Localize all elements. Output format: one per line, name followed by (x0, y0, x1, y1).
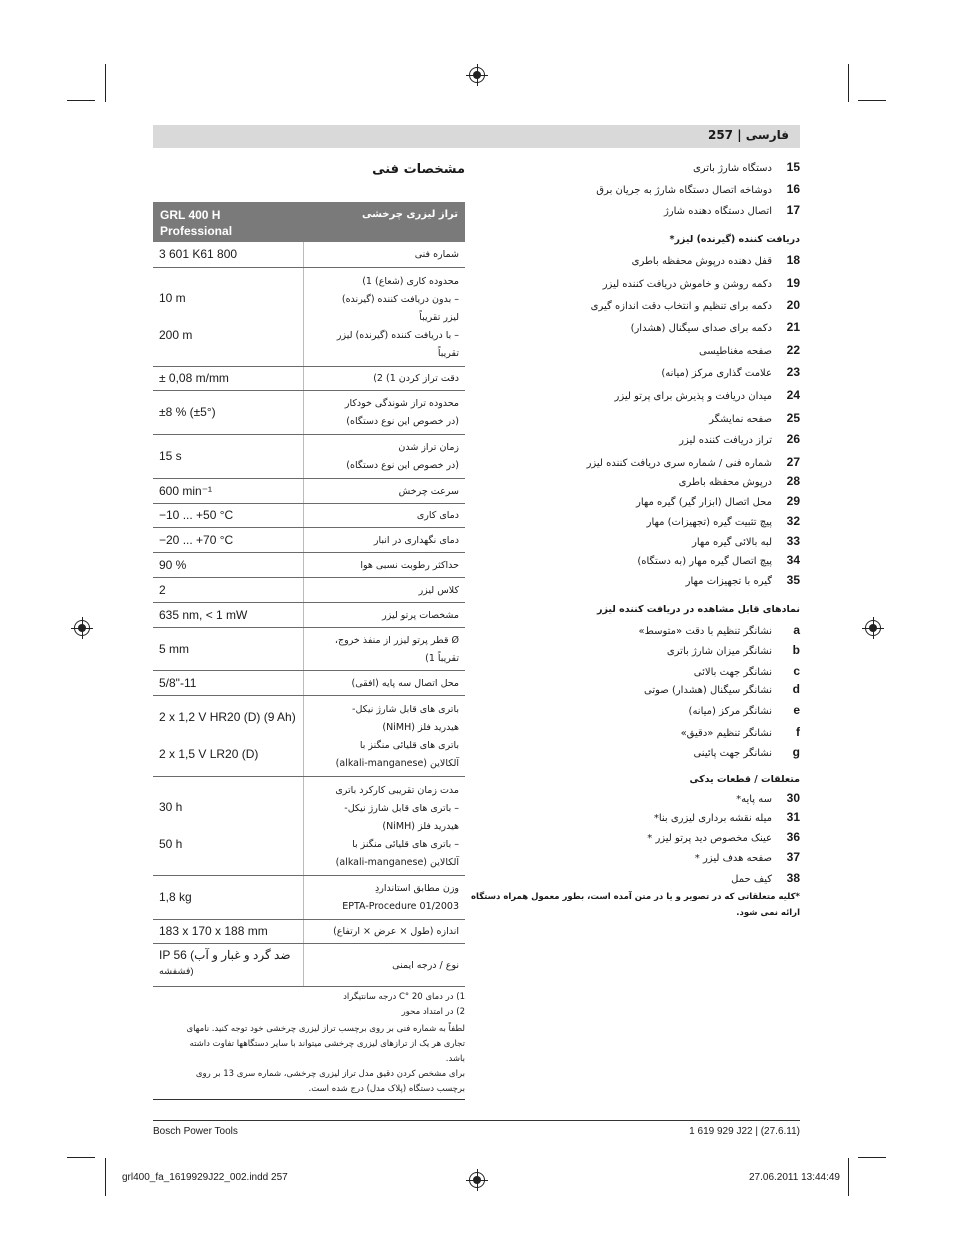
spec-label: لیزر تقریباً (419, 311, 459, 323)
list-item (693, 160, 800, 174)
column-separator (303, 479, 304, 503)
list-item (679, 474, 800, 488)
spec-label: (در خصوص این نوع دستگاه) (346, 416, 459, 427)
spec-label: دمای نگهداری در انبار (373, 534, 459, 546)
spec-row (153, 603, 465, 628)
spec-label: تقریباً 1) (425, 652, 459, 664)
crop-mark (105, 64, 106, 102)
spec-value: −10 ... +50 °C (159, 508, 234, 522)
item-text: دستگاه شارژ باتری (692, 163, 772, 174)
table-note-line: لطفاً به شماره فنی بر روی برچسب تراز لیزری چرخشی خود توجه کنید. نامهای (186, 1024, 465, 1034)
item-text: نشانگر جهت پائینی (693, 748, 772, 759)
item-text: شماره فنی / شماره سری دریافت کننده لیزر (586, 458, 772, 469)
spec-label: – باتری های قابل شارژ نیکل- (344, 802, 459, 814)
table-note-line: 2) در امتداد محور (401, 1007, 465, 1017)
item-text: علامت گذاری مرکز (میانه) (661, 368, 772, 379)
spec-value: 30 h (159, 800, 183, 814)
crop-mark (67, 100, 95, 101)
item-number: 24 (786, 388, 800, 402)
list-item (686, 573, 800, 587)
column-separator (303, 578, 304, 602)
item-number: d (792, 682, 800, 696)
spec-value: 15 s (159, 449, 182, 463)
spec-row (153, 504, 465, 528)
item-number: 35 (786, 573, 800, 587)
item-number: 23 (786, 365, 800, 379)
list-item (603, 276, 800, 290)
column-separator (303, 391, 304, 434)
spec-row (153, 268, 465, 367)
list-item (661, 365, 800, 379)
item-text: دکمه روشن و خاموش دریافت کننده لیزر (602, 279, 772, 290)
list-item (587, 455, 800, 469)
list-item (631, 320, 800, 334)
item-text: نشانگر میزان شارژ باتری (666, 646, 772, 657)
item-text: صفحه هدف لیزر * (694, 853, 772, 864)
spec-value: 1,8 kg (159, 890, 192, 904)
list-item (647, 830, 800, 844)
item-text: نشانگر مرکز (میانه) (688, 706, 772, 717)
item-text: نشانگر سیگنال (هشدار) صوتی (644, 685, 772, 696)
spec-row (153, 876, 465, 920)
spec-label: شماره فنی (414, 249, 459, 260)
item-number: c (793, 664, 800, 678)
spec-value: 2 x 1,2 V HR20 (D) (9 Ah) (159, 710, 296, 724)
spec-value: ± 0,08 m/mm (159, 371, 229, 385)
tool-kind: تراز لیزری چرخشی (361, 209, 458, 220)
spec-row (153, 367, 465, 391)
list-item (664, 203, 800, 217)
list-item (692, 534, 800, 548)
spec-label: محدوده تراز شوندگی خودکار (344, 398, 459, 409)
spec-label: محل اتصال سه پایه (افقی) (351, 677, 459, 689)
column-separator (303, 876, 304, 919)
spec-value: فشفشه) (159, 966, 194, 977)
spec-value: 5/8"-11 (159, 675, 197, 690)
column-separator (303, 944, 304, 986)
item-text: درپوش محفظه باطری (678, 477, 772, 488)
item-text: پیچ اتصال گیره مهار (به دستگاه) (637, 556, 772, 567)
item-text: نشانگر تنظیم با دقت «متوسط» (638, 626, 772, 637)
table-note-line: 1) در دمای 20 °C درجه سانتیگراد (343, 992, 465, 1002)
column-separator (303, 628, 304, 670)
spec-row (153, 944, 465, 987)
column-separator (303, 553, 304, 577)
item-number: 33 (786, 534, 800, 548)
spec-label: باتری های قابل شارژ نیکل- (352, 703, 459, 715)
list-item (681, 725, 800, 739)
list-item (615, 388, 800, 402)
spec-value: 600 min⁻¹ (159, 483, 213, 498)
spec-label: – با دریافت کننده (گیرنده) لیزر (336, 329, 459, 341)
item-number: 32 (786, 514, 800, 528)
page-header-title: فارسی | 257 (707, 128, 789, 142)
spec-label: باتری های قلیائی منگنز با (359, 739, 459, 751)
column-separator (303, 528, 304, 552)
item-text: تراز دریافت کننده لیزر (679, 435, 772, 446)
item-number: 19 (786, 276, 800, 290)
crop-mark (105, 1158, 106, 1196)
item-number: 36 (786, 830, 800, 844)
section-heading: دریافت کننده (گیرنده) لیزر* (669, 234, 800, 245)
item-number: e (793, 703, 800, 717)
item-text: دکمه برای صدای سیگنال (هشدار) (630, 323, 772, 334)
item-number: 28 (786, 474, 800, 488)
item-text: دوشاخه اتصال دستگاه شارژ به جریان برق (596, 185, 772, 196)
registration-mark-icon (74, 620, 90, 636)
footer-doc-number: 1 619 929 J22 | (27.6.11) (689, 1126, 800, 1137)
spec-label: مشخصات پرتو لیزر (382, 609, 459, 621)
item-text: عینک مخصوص دید پرتو لیزر * (647, 833, 772, 844)
list-item (731, 871, 800, 885)
table-note-line: باشد. (445, 1054, 465, 1064)
item-text: دکمه برای تنظیم و انتخاب دقت اندازه گیری (590, 301, 772, 312)
crop-mark (858, 1157, 886, 1158)
spec-label: هیدرید فلز (NiMH) (382, 820, 459, 832)
spec-value: IP 56 (ضد گرد و غبار و آب (159, 948, 291, 962)
spec-row (153, 696, 465, 777)
spec-label: آلکالاین (alkali-manganese) (335, 757, 459, 769)
crop-mark (848, 64, 849, 102)
footer-rule (153, 1120, 800, 1121)
item-number: b (792, 643, 800, 657)
item-text: کیف حمل (731, 874, 772, 885)
spec-value: 5 mm (159, 641, 189, 656)
spec-label: محدوده کاری (شعاع) 1) (362, 275, 459, 287)
list-item (679, 432, 800, 446)
spec-label: – بدون دریافت کننده (گیرنده) (341, 293, 459, 305)
item-number: 21 (786, 320, 800, 334)
spec-label: دمای کاری (416, 510, 459, 521)
list-item (667, 643, 800, 657)
list-item (693, 745, 800, 759)
list-item (654, 810, 800, 824)
spec-label: دقت تراز کردن 1) 2) (373, 373, 459, 384)
list-item (736, 791, 800, 805)
spec-label: آلکالاین (alkali-manganese) (335, 856, 459, 868)
item-text: پیچ تثبیت گیره (تجهیزات) مهار (646, 517, 772, 528)
spec-label: EPTA-Procedure 01/2003 (342, 901, 459, 912)
item-number: 18 (786, 253, 800, 267)
spec-value: 2 (159, 582, 166, 597)
spec-label: اندازه (طول × عرض × ارتفاع) (333, 926, 459, 937)
specs-title: مشخصات فنی (372, 162, 465, 177)
item-number: 37 (786, 850, 800, 864)
spec-label: تقریباً (437, 347, 459, 359)
item-number: 26 (786, 432, 800, 446)
spec-label: (در خصوص این نوع دستگاه) (346, 460, 459, 471)
crop-mark (848, 1158, 849, 1196)
item-text: نشانگر تنظیم «دقیق» (680, 728, 772, 739)
spec-value: 90 % (159, 557, 187, 572)
list-item (694, 664, 800, 678)
spec-value: −20 ... +70 °C (159, 532, 234, 547)
spec-row (153, 553, 465, 578)
registration-mark-icon (469, 67, 485, 83)
item-number: 25 (786, 411, 800, 425)
spec-value: 50 h (159, 837, 183, 851)
spec-label: نوع / درجه ایمنی (392, 959, 459, 971)
column-separator (303, 603, 304, 627)
column-separator (303, 696, 304, 776)
list-item (637, 553, 800, 567)
list-item (644, 682, 800, 696)
notes-rule (153, 1099, 465, 1100)
list-item (632, 253, 800, 267)
table-note-line: برچسب دستگاه (پلاک مدل) درج شده است. (308, 1084, 465, 1094)
column-separator (303, 920, 304, 943)
column-separator (303, 671, 304, 695)
list-item (636, 494, 800, 508)
item-number: f (796, 725, 800, 739)
item-text: نشانگر جهت بالائی (693, 667, 772, 678)
spec-row (153, 671, 465, 696)
spec-row (153, 628, 465, 671)
item-text: محل اتصال (ابزار گیر) گیره مهار (636, 497, 772, 508)
spec-row (153, 920, 465, 944)
spec-label: هیدرید فلز (NiMH) (382, 721, 459, 733)
item-text: قفل دهنده درپوش محفظه باطری (631, 256, 772, 267)
section-heading: نمادهای قابل مشاهده در دریافت کننده لیزر (596, 604, 800, 615)
column-separator (303, 268, 304, 366)
list-item (709, 411, 800, 425)
spec-row (153, 479, 465, 504)
spec-label: حداکثر رطوبت نسبی هوا (360, 559, 459, 571)
spec-label: مدت زمان تقریبی کارکرد باتری (335, 784, 459, 796)
item-number: 15 (786, 160, 800, 174)
item-number: 17 (786, 203, 800, 217)
column-separator (303, 242, 304, 267)
footnote-line: ارائه نمی شود. (736, 908, 800, 918)
column-separator (303, 777, 304, 875)
spec-value: ±8 % (±5°) (159, 405, 216, 419)
item-text: لبه بالائی گیره مهار (692, 537, 772, 548)
spec-row (153, 777, 465, 876)
spec-value: 200 m (159, 328, 193, 342)
spec-row (153, 242, 465, 268)
spec-label: وزن مطابق استانداردِ (375, 883, 459, 894)
item-number: 22 (786, 343, 800, 357)
item-number: 30 (786, 791, 800, 805)
list-item (639, 623, 801, 637)
table-note-line: برای مشخص کردن دقیق مدل تراز لیزری چرخشی، شماره سری 13 بر روی (195, 1069, 465, 1079)
item-number: 20 (786, 298, 800, 312)
list-item (596, 182, 800, 196)
list-item (695, 850, 800, 864)
spec-value: 635 nm, < 1 mW (159, 607, 248, 622)
item-text: صفحه نمایشگر (709, 414, 772, 425)
item-number: 38 (786, 871, 800, 885)
column-separator (303, 435, 304, 478)
item-number: 27 (786, 455, 800, 469)
item-text: سه پایه* (736, 794, 772, 805)
list-item (591, 298, 800, 312)
spec-value: 2 x 1,5 V LR20 (D) (159, 747, 259, 761)
section-heading: متعلقات / قطعات یدکی (689, 774, 800, 785)
column-separator (303, 504, 304, 527)
spec-label: Ø قطر پرتو لیزر از منفذ خروج، (334, 634, 459, 646)
spec-row (153, 435, 465, 479)
item-number: a (793, 623, 800, 637)
registration-mark-icon (865, 620, 881, 636)
item-text: میله نقشه برداری لیزری بنا* (653, 813, 772, 824)
registration-mark-icon (469, 1172, 485, 1188)
spec-label: کلاس لیزر (418, 584, 459, 596)
footer-brand: Bosch Power Tools (153, 1126, 238, 1137)
item-number: g (792, 745, 800, 759)
specs-table-header (153, 202, 465, 242)
item-number: 16 (786, 182, 800, 196)
spec-value: 183 x 170 x 188 mm (159, 924, 268, 938)
item-text: میدان دریافت و پذیرش برای پرتو لیزر (614, 391, 772, 402)
item-number: 31 (786, 810, 800, 824)
crop-mark (858, 100, 886, 101)
spec-value: 3 601 K61 800 (159, 247, 238, 261)
model-name: GRL 400 H Professional (160, 208, 233, 238)
spec-row (153, 391, 465, 435)
crop-mark (67, 1157, 95, 1158)
footnote-line: *کلیه متعلقاتی که در تصویر و یا در متن آمده است، بطور معمول همراه دستگاه (471, 892, 800, 902)
list-item (689, 703, 800, 717)
item-text: اتصال دستگاه دهنده شارژ (663, 206, 772, 217)
table-note-line: تجاری هر یک از ترازهای لیزری چرخشی میتواند با سایر دستگاهها تفاوت داشته (189, 1039, 465, 1049)
spec-value: 10 m (159, 291, 186, 305)
spec-label: – باتری های قلیائی منگنز با (352, 838, 459, 850)
page-header-band (153, 125, 800, 148)
item-text: گیره با تجهیزات مهار (685, 576, 772, 587)
list-item (699, 343, 800, 357)
slug-date: 27.06.2011 13:44:49 (748, 1172, 840, 1183)
spec-row (153, 528, 465, 553)
item-number: 29 (786, 494, 800, 508)
spec-label: زمان تراز شدن (398, 442, 459, 453)
spec-label: سرعت چرخش (398, 485, 459, 497)
column-separator (303, 367, 304, 390)
item-text: صفحه مغناطیسی (698, 346, 772, 357)
slug-filename: grl400_fa_1619929J22_002.indd 257 (122, 1172, 288, 1183)
list-item (647, 514, 800, 528)
item-number: 34 (786, 553, 800, 567)
spec-row (153, 578, 465, 603)
